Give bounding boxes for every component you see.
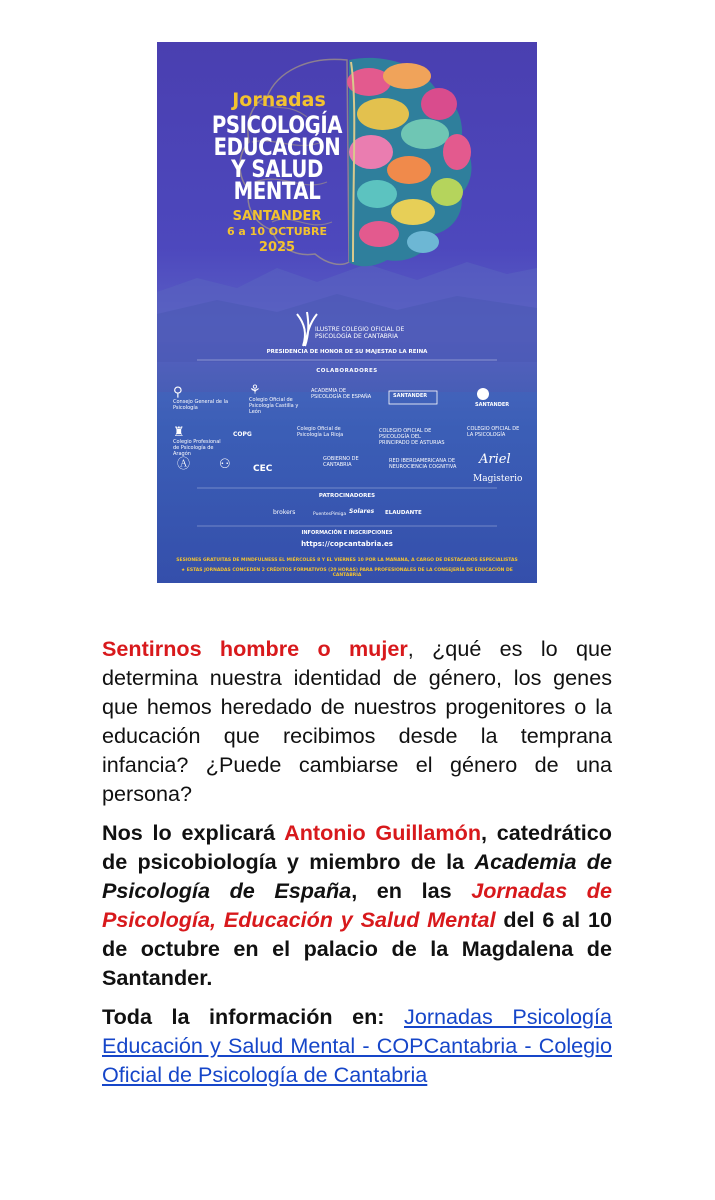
- event-info-link[interactable]: Jornadas Psicología Educación y Salud Mental - COPCantabria - Colegio Oficial de Psicología de Cantabria: [102, 1004, 612, 1087]
- santander-logo: SANTANDER: [393, 393, 428, 399]
- cyl-logo: ⚘ Colegio Oficial de Psicología Castilla y León: [249, 383, 299, 415]
- gobierno-logo: GOBIERNO DE CANTABRIA: [323, 456, 359, 468]
- poster-footer-line: ★ ESTAS JORNADAS CONCEDEN 2 CRÉDITOS FORMATIVOS (20 HORAS) PARA PROFESIONALES DE LA CONSEJERÍA DE EDUCACIÓN DE CANTABRIA: [181, 568, 513, 578]
- event-poster: [157, 42, 537, 583]
- poster-jornadas-label: Jornadas: [232, 89, 326, 111]
- academia-logo: ACADEMIA DE PSICOLOGÍA DE ESPAÑA: [311, 388, 372, 400]
- red-logo: RED IBEROAMERICANA DE NEUROCIENCIA COGNITIVA: [389, 458, 457, 470]
- santander-logo-2: SANTANDER: [475, 402, 510, 408]
- academy-name: Academia de Psicología de España: [102, 849, 612, 903]
- andalucia-logo: Ⓐ: [177, 457, 191, 472]
- copg-logo: COPG: [233, 431, 252, 438]
- sponsor-brokers: brokers: [273, 509, 296, 516]
- info-label: Toda la información en:: [102, 1004, 385, 1029]
- poster-city: SANTANDER: [232, 209, 322, 224]
- poster-sponsors-heading: PATROCINADORES: [318, 493, 376, 499]
- magisterio-logo: Magisterio: [473, 474, 523, 484]
- sponsor-elaudante: ELAUDANTE: [385, 510, 422, 516]
- sponsor-puentes: PuentesPimiga: [313, 512, 347, 517]
- poster-title-line: MENTAL: [233, 177, 321, 205]
- poster-dates: 6 a 10 OCTUBRE: [226, 225, 328, 238]
- poster-year: 2025: [258, 240, 296, 255]
- family-logo: ⚇: [219, 457, 231, 472]
- info-paragraph: [102, 1002, 612, 1089]
- poster-title-line: Y SALUD: [231, 155, 323, 183]
- aragon-logo: ♜ Colegio Profesional de Psicología de Aragón: [173, 425, 221, 457]
- rioja-logo: Colegio Oficial de Psicología La Rioja: [297, 426, 344, 438]
- poster-footer-line: SESIONES GRATUITAS DE MINDFULNESS EL MIÉRCOLES 8 Y EL VIERNES 10 POR LA MAÑANA, A CARGO DE DESTACADOS ESPECIALISTAS: [176, 558, 518, 563]
- poster-college-name: ILUSTRE COLEGIO OFICIAL DE PSICOLOGÍA DE CANTABRIA: [315, 326, 405, 340]
- intro-lead: Sentirnos hombre o mujer: [102, 636, 408, 661]
- article-body: [102, 634, 612, 1099]
- speaker-name: Antonio Guillamón: [284, 820, 482, 845]
- poster-title-line: EDUCACIÓN: [213, 133, 341, 161]
- speaker-text: , en las: [351, 878, 472, 903]
- poster-url: https://copcantabria.es: [301, 540, 393, 548]
- ariel-logo: Ariel: [479, 452, 511, 467]
- speaker-text: , catedrático de psicobiología y miembro de la: [102, 820, 612, 874]
- sponsor-solares: Solares: [349, 508, 375, 515]
- speaker-paragraph: [102, 818, 612, 992]
- speaker-text: del 6 al 10 de octubre en el palacio de la Magdalena de Santander.: [102, 907, 612, 990]
- asturias-logo: COLEGIO OFICIAL DE PSICOLOGÍA DEL PRINCIPADO DE ASTURIAS: [379, 428, 445, 446]
- cantabria-psi-logo: COLEGIO OFICIAL DE LA PSICOLOGÍA: [467, 426, 520, 438]
- poster-title-line: PSICOLOGÍA: [211, 111, 343, 139]
- intro-text: , ¿qué es lo que determina nuestra identidad de género, los genes que hemos heredado de nuestros progenitores o la educación que recibimos desde la temprana infancia? ¿Puede cambiarse el género de una persona?: [102, 636, 612, 806]
- consejo-logo: ⚲ Consejo General de la Psicología: [173, 385, 229, 411]
- intro-paragraph: [102, 634, 612, 808]
- poster-collaborators-heading: COLABORADORES: [316, 368, 378, 374]
- event-name: Jornadas de Psicología, Educación y Salud Mental: [102, 878, 613, 932]
- cec-logo: CEC: [253, 464, 273, 474]
- poster-info-heading: INFORMACIÓN E INSCRIPCIONES: [301, 530, 393, 536]
- poster-honor-line: PRESIDENCIA DE HONOR DE SU MAJESTAD LA REINA: [266, 349, 428, 355]
- speaker-text: Nos lo explicará: [102, 820, 285, 845]
